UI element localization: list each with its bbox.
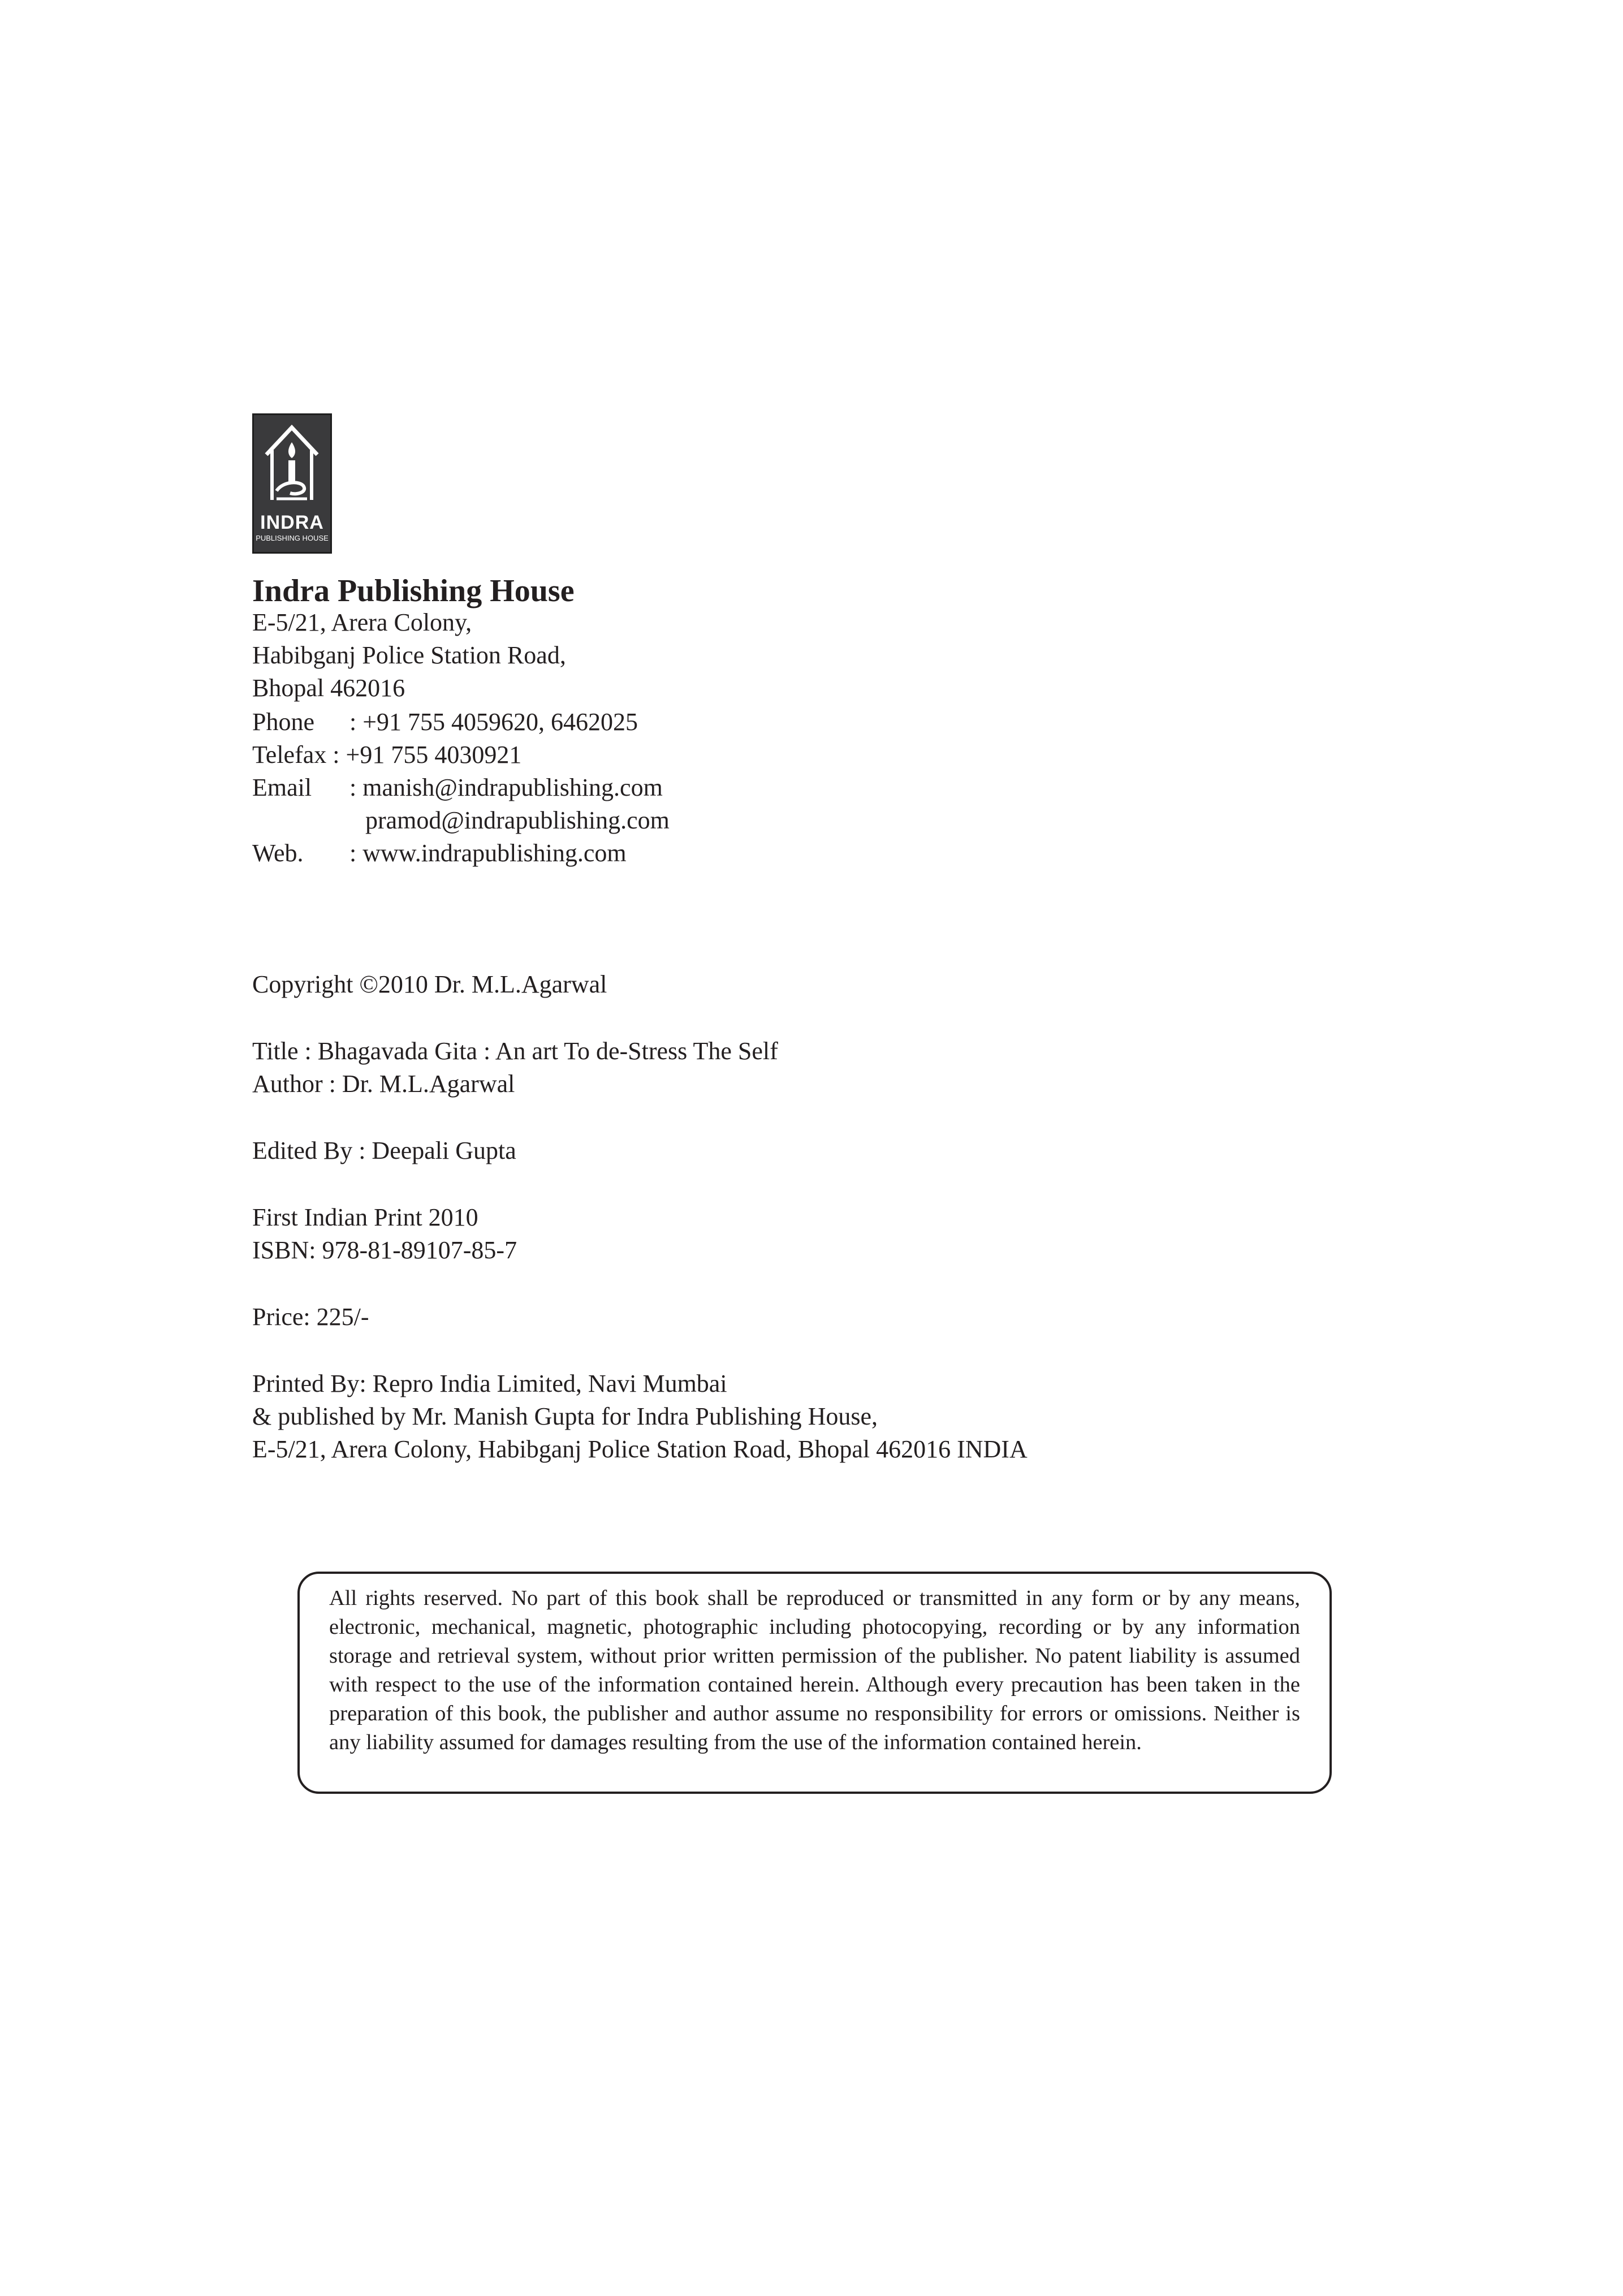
telefax-row <box>252 739 521 771</box>
isbn: ISBN: 978-81-89107-85-7 <box>252 1236 517 1264</box>
publisher-name: Indra Publishing House <box>252 573 575 608</box>
email-row-2 <box>365 804 670 837</box>
address-line-2: Habibganj Police Station Road, <box>252 641 566 669</box>
printer-line-3: E-5/21, Arera Colony, Habibganj Police Station Road, Bhopal 462016 INDIA <box>252 1435 1028 1463</box>
phone-value: : +91 755 4059620, 6462025 <box>349 708 638 736</box>
web-label: Web. <box>252 839 304 867</box>
book-editor: Edited By : Deepali Gupta <box>252 1137 516 1164</box>
rights-notice-text: All rights reserved. No part of this book shall be reproduced or transmitted in any form or by any means, electronic, mechanical, magnetic, photographic including photocopying, recording or by any information storage and retrieval system, without prior written permission of the publisher. No patent liability is assumed with respect to the use of the information contained herein. Although every precaution has been taken in the preparation of this book, the publisher and author assume no responsibility for errors or omissions. Neither is any liability assumed for damages resulting from the use of the information contained herein. <box>329 1586 1300 1754</box>
logo-subtitle: PUBLISHING HOUSE <box>256 534 329 542</box>
printer-line-1: Printed By: Repro India Limited, Navi Mumbai <box>252 1370 727 1397</box>
phone-label: Phone <box>252 708 314 736</box>
email-value-2: pramod@indrapublishing.com <box>365 806 670 834</box>
book-author: Author : Dr. M.L.Agarwal <box>252 1070 515 1098</box>
price: Price: 225/- <box>252 1303 369 1331</box>
web-value: : www.indrapublishing.com <box>349 839 627 867</box>
house-lamp-icon <box>254 415 330 510</box>
copyright-line: Copyright ©2010 Dr. M.L.Agarwal <box>252 970 607 998</box>
email-label: Email <box>252 774 312 801</box>
telefax-label: Telefax : <box>252 741 340 769</box>
telefax-value: +91 755 4030921 <box>346 741 522 769</box>
address-line-3: Bhopal 462016 <box>252 674 405 702</box>
book-title: Title : Bhagavada Gita : An art To de-Stress The Self <box>252 1037 778 1065</box>
web-row <box>252 837 627 870</box>
print-edition: First Indian Print 2010 <box>252 1203 478 1231</box>
logo-name: INDRA <box>260 512 324 533</box>
phone-row <box>252 706 638 739</box>
printer-line-2: & published by Mr. Manish Gupta for Indra Publishing House, <box>252 1402 878 1430</box>
address-line-1: E-5/21, Arera Colony, <box>252 608 472 636</box>
email-value-1: : manish@indrapublishing.com <box>349 774 663 801</box>
publisher-logo <box>252 413 332 554</box>
email-row <box>252 771 663 804</box>
rights-notice-box <box>297 1572 1332 1794</box>
